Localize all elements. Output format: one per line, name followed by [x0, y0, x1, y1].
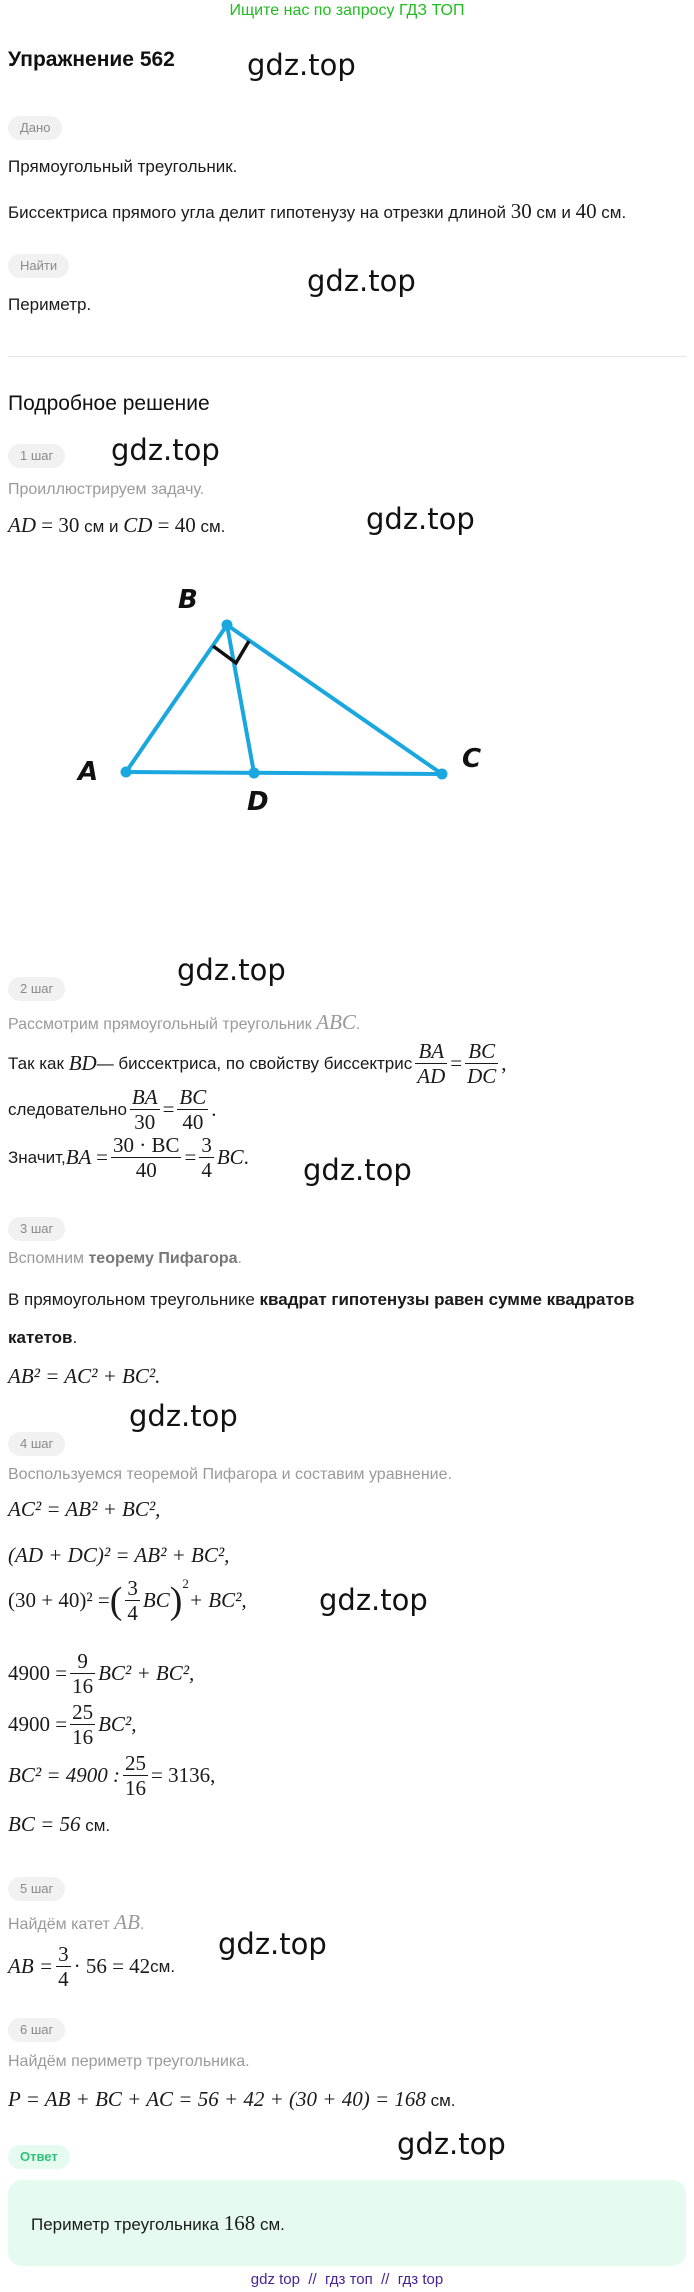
- eq-30: = 30: [36, 513, 80, 537]
- e3-close: ): [169, 1579, 183, 1622]
- answer-num: 168: [223, 2211, 256, 2235]
- step-5-equation: [8, 1942, 175, 1991]
- answer-box: [8, 2180, 686, 2266]
- given-badge: Дано: [8, 116, 62, 140]
- vertex-c: [437, 769, 448, 780]
- e6-end: = 3136,: [151, 1763, 216, 1788]
- e3-frac: [125, 1576, 140, 1625]
- watermark: gdz.top: [129, 1399, 238, 1433]
- f2-ba: BA: [131, 1085, 158, 1109]
- step-6-badge: 6 шаг: [8, 2018, 65, 2042]
- answer-text: [31, 2211, 285, 2236]
- eq-40: = 40: [152, 513, 196, 537]
- label-a: A: [78, 757, 99, 787]
- side-bc: [227, 625, 442, 774]
- e7: BC = 56: [8, 1812, 81, 1836]
- l1-prefix: Так как: [8, 1053, 64, 1073]
- step-3-hint: [8, 1250, 242, 1268]
- step-1-badge: 1 шаг: [8, 444, 65, 468]
- step-3-line-1: [8, 1290, 634, 1310]
- e3-d: 4: [127, 1601, 138, 1626]
- label-d: D: [247, 787, 269, 817]
- answer-end: см.: [255, 2215, 285, 2234]
- frac-30bc-40: [111, 1133, 182, 1182]
- e4-a: 4900 =: [8, 1661, 68, 1686]
- step-1-hint: Проиллюстрируем задачу.: [8, 481, 205, 498]
- vertex-d: [249, 768, 260, 779]
- step-6-hint: Найдём периметр треугольника.: [8, 2053, 250, 2070]
- watermark: gdz.top: [397, 2127, 506, 2161]
- divider: [8, 356, 686, 357]
- l2-prefix: следовательно: [8, 1099, 127, 1119]
- step-2-hint: [8, 1010, 360, 1035]
- unit-and: см и: [79, 517, 124, 536]
- e5-end: BC²,: [98, 1712, 137, 1737]
- given-num-1: 30: [510, 199, 532, 223]
- given-line-2-prefix: Биссектриса прямого угла делит гипотенузу на отрезки длиной: [8, 203, 511, 222]
- step-5-hint-text: Найдём катет: [8, 1916, 115, 1933]
- vertex-b: [222, 620, 233, 631]
- label-c: C: [462, 744, 482, 774]
- step-3-line-2: [8, 1328, 77, 1348]
- e3-open: (: [109, 1579, 123, 1622]
- unit-end: см.: [195, 517, 226, 536]
- step-4-eq-7: [8, 1812, 110, 1837]
- step-4-eq-3: [8, 1576, 247, 1625]
- watermark: gdz.top: [366, 502, 475, 536]
- given-num-2: 40: [575, 199, 597, 223]
- eq-sign: =: [184, 1145, 197, 1170]
- answer-prefix: Периметр треугольника: [31, 2215, 224, 2234]
- step-2-badge: 2 шаг: [8, 977, 65, 1001]
- step-3-hint-prefix: Вспомним: [8, 1250, 89, 1267]
- given-line-2: [8, 199, 626, 224]
- step-3-l2-end: .: [72, 1328, 78, 1347]
- watermark: gdz.top: [319, 1583, 428, 1617]
- step-5-hint: [8, 1910, 144, 1935]
- step-1-equation: [8, 513, 225, 538]
- vertex-a: [121, 767, 132, 778]
- watermark: gdz.top: [307, 264, 416, 298]
- step-3-equation: AB² = AC² + BC².: [8, 1364, 161, 1388]
- step-4-hint: Воспользуемся теоремой Пифагора и составим уравнение.: [8, 1466, 452, 1483]
- e3-a: (30 + 40)² =: [8, 1588, 110, 1613]
- l3-bc: BC: [216, 1145, 244, 1170]
- step-3-hint-end: .: [237, 1250, 242, 1267]
- eq-ad: AD: [8, 513, 36, 537]
- s6-eq: P = AB + BC + AC = 56 + 42 + (30 + 40) = 168: [8, 2087, 426, 2111]
- step-4-eq-6: [8, 1751, 215, 1800]
- f-40: 40: [182, 1110, 204, 1135]
- step-4-eq-4: [8, 1649, 194, 1698]
- f3-40: 40: [135, 1158, 157, 1183]
- find-badge: Найти: [8, 254, 69, 278]
- watermark: gdz.top: [111, 433, 220, 467]
- l3-prefix: Значит,: [8, 1147, 66, 1167]
- step-4-eq-2: (AD + DC)² = AB² + BC²,: [8, 1543, 230, 1567]
- e6-n: 25: [125, 1751, 147, 1775]
- e6-d: 16: [125, 1776, 147, 1801]
- step-5-hint-math: AB: [114, 1910, 140, 1934]
- f-4: 4: [201, 1158, 212, 1183]
- eq-cd: CD: [123, 513, 153, 537]
- watermark: gdz.top: [177, 953, 286, 987]
- l1-bd: BD: [68, 1051, 97, 1076]
- frac-3-4: [199, 1133, 214, 1182]
- step-2-hint-end: .: [355, 1016, 361, 1033]
- watermark: gdz.top: [303, 1153, 412, 1187]
- l3-ba: BA: [65, 1145, 92, 1170]
- f-bc: BC: [468, 1039, 496, 1063]
- e6-a: BC² = 4900 :: [8, 1763, 121, 1788]
- step-5-hint-end: .: [139, 1916, 145, 1933]
- step-3-hint-bold[interactable]: теорему Пифагора: [88, 1250, 238, 1267]
- f-3: 3: [201, 1133, 212, 1157]
- eq-sign: =: [450, 1051, 463, 1076]
- step-3-l2-bold: катетов: [8, 1328, 73, 1347]
- step-3-badge: 3 шаг: [8, 1217, 65, 1241]
- eq-sign: =: [96, 1145, 108, 1170]
- s5-n: 3: [58, 1942, 69, 1966]
- e5-a: 4900 =: [8, 1712, 68, 1737]
- f-ad: AD: [417, 1064, 446, 1089]
- e5a: AB =: [8, 1954, 54, 1979]
- e4-frac: [70, 1649, 95, 1698]
- step-2-line-3: [8, 1133, 249, 1182]
- given-line-1: Прямоугольный треугольник.: [8, 157, 238, 176]
- watermark: gdz.top: [247, 48, 356, 82]
- e7-unit: см.: [80, 1816, 111, 1835]
- given-unit-2: см.: [596, 203, 627, 222]
- f-dc: DC: [467, 1064, 497, 1089]
- watermark: gdz.top: [218, 1927, 327, 1961]
- s6-unit: см.: [425, 2091, 456, 2110]
- step-2-line-1: [8, 1039, 507, 1088]
- e5-d: 16: [72, 1725, 94, 1750]
- e4-end: BC² + BC²,: [98, 1661, 195, 1686]
- period: .: [211, 1097, 217, 1122]
- e4-d: 16: [72, 1674, 94, 1699]
- step-4-eq-5: [8, 1700, 136, 1749]
- given-unit-1: см и: [531, 203, 576, 222]
- l1-mid: — биссектриса, по свойству биссектрис: [96, 1053, 413, 1073]
- find-text: Периметр.: [8, 295, 92, 314]
- f-30bc: 30 · BC: [112, 1133, 180, 1157]
- step-3-l1-prefix: В прямоугольном треугольнике: [8, 1290, 260, 1309]
- triangle-diagram: [0, 560, 694, 830]
- e4-n: 9: [70, 1649, 95, 1674]
- frac-ba-30: [130, 1085, 160, 1134]
- bisector-bd: [227, 625, 254, 773]
- e3-sup: 2: [182, 1576, 189, 1591]
- frac-bc-40: [177, 1085, 208, 1134]
- page-title: Упражнение 562: [8, 48, 175, 71]
- side-ac: [126, 772, 442, 774]
- eq-sign: =: [162, 1097, 175, 1122]
- s5-unit: см.: [150, 1956, 176, 1976]
- step-2-line-2: [8, 1085, 217, 1134]
- l3-end: .: [243, 1145, 249, 1170]
- comma: ,: [501, 1051, 507, 1076]
- side-ab: [126, 625, 227, 772]
- e3-end: + BC²,: [188, 1588, 247, 1613]
- f-30: 30: [134, 1110, 156, 1135]
- label-b: B: [178, 585, 198, 615]
- step-3-l1-bold: квадрат гипотенузы равен сумме квадратов: [259, 1290, 635, 1309]
- e3-n: 3: [127, 1576, 138, 1600]
- s5-end: · 56 = 42: [73, 1954, 151, 1979]
- f-ba: BA: [418, 1039, 445, 1063]
- step-2-hint-math: ABC: [316, 1010, 356, 1034]
- e3-bc: BC: [142, 1588, 170, 1613]
- step-5-badge: 5 шаг: [8, 1877, 65, 1901]
- step-4-badge: 4 шаг: [8, 1432, 65, 1456]
- frac-ba-ad: [415, 1039, 447, 1088]
- footer-links[interactable]: gdz top // гдз топ // гдз top: [250, 2271, 444, 2288]
- top-banner[interactable]: Ищите нас по запросу ГДЗ ТОП: [229, 2, 465, 19]
- s5-d: 4: [58, 1967, 69, 1992]
- solution-title: Подробное решение: [8, 392, 210, 415]
- step-5-frac: [56, 1942, 71, 1991]
- step-4-eq-1: AC² = AB² + BC²,: [8, 1497, 161, 1521]
- e6-frac: [123, 1751, 148, 1800]
- step-6-equation: [8, 2087, 456, 2112]
- e5-n: 25: [72, 1700, 94, 1724]
- step-2-hint-text: Рассмотрим прямоугольный треугольник: [8, 1016, 317, 1033]
- e5-frac: [70, 1700, 95, 1749]
- answer-badge: Ответ: [8, 2145, 70, 2169]
- frac-bc-dc: [465, 1039, 498, 1088]
- f2-bc: BC: [179, 1085, 207, 1109]
